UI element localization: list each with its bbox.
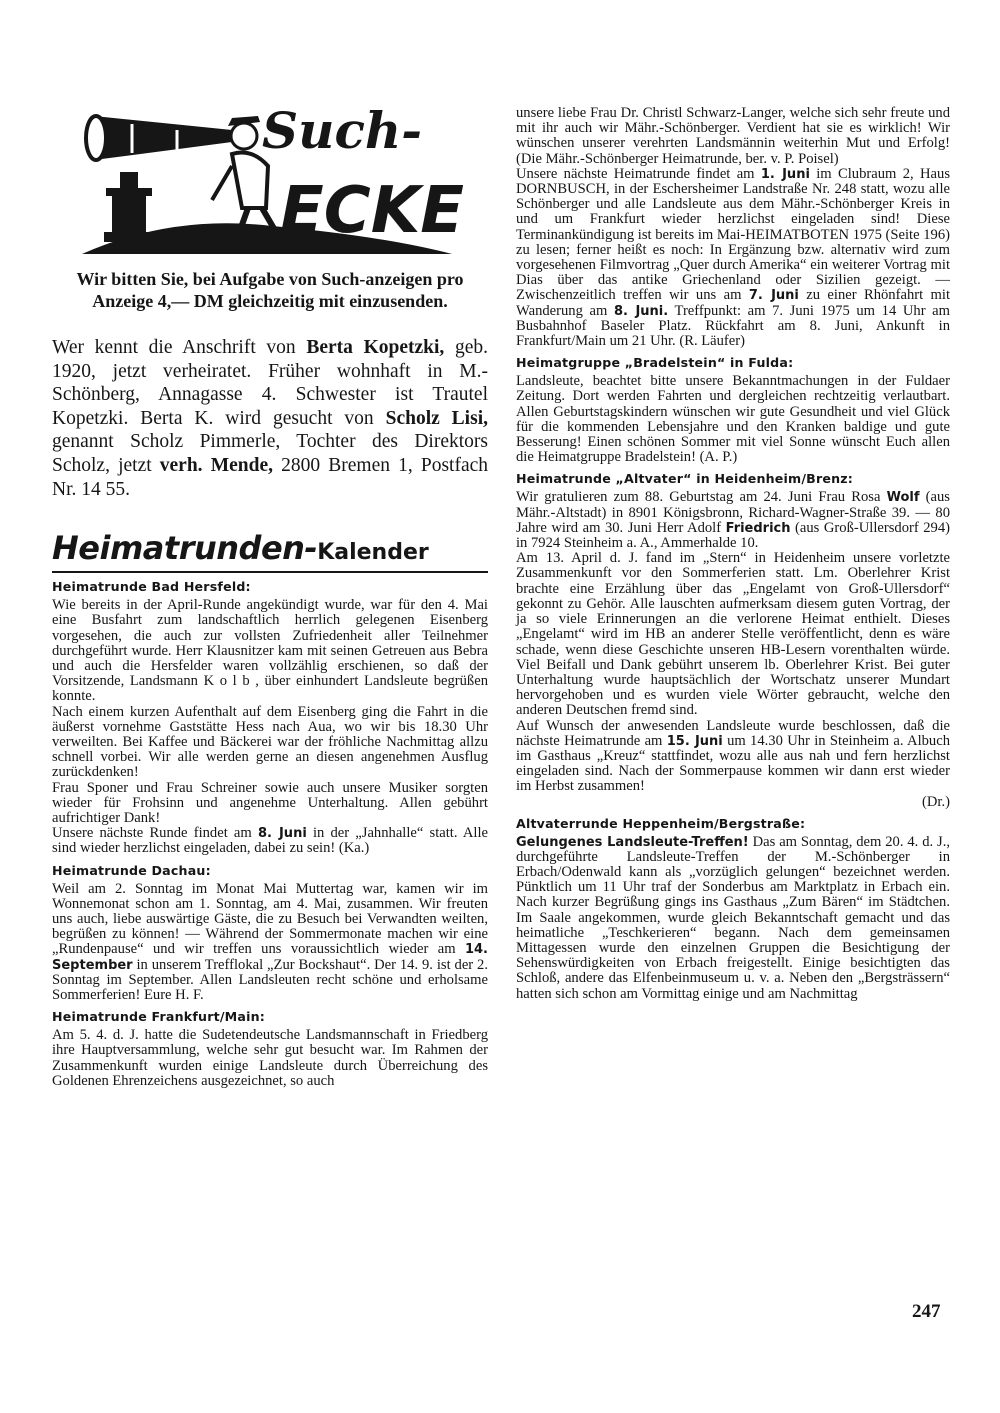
section-heading-bad-hersfeld: Heimatrunde Bad Hersfeld: [52,579,251,595]
paragraph: Wir gratulieren zum 88. Geburtstag am 24. Juni Frau Rosa Wolf (aus Mähr.-Altstadt) in 8901 Königsbronn, Richard-Wagner-Straße 39. — 80 Jahre wird am 30. Juni Herr Adolf Friedrich (aus Groß-Ullersdorf 294) in 7924 Steinheim a. A., Ammerhalde 10. [516,489,950,552]
paragraph: Weil am 2. Sonntag im Monat Mai Muttertag war, kamen wir im Wonnemonat schon am 1. Sonntag, am 4. Mai, zusammen. Wir freuten uns auch, liebe auswärtige Gäste, die zu Besuch bei Verwandten weilten, begrüßen zu können! — Während der Sommermonate machen wir eine „Rundenpause“ und wir treffen uns voraussichtlich wieder am 14. September in unserem Trefflokal „Zur Bockshaut“. Der 14. 9. ist der 2. Sonntag im September. Allen Landsleuten recht schöne und erholsame Sommerferien! Eure H. F. [52,880,488,1004]
logo-word-ecke: ECKE [280,174,464,248]
section-heading-frankfurt: Heimatrunde Frankfurt/Main: [52,1009,265,1025]
paragraph: Frau Sponer und Frau Schreiner sowie auch unsere Musiker sorgten wieder für Frohsinn und angenehme Unterhaltung. Allen gebührt aufrichtiger Dank! [52,779,488,826]
page-number: 247 [912,1301,941,1322]
paragraph: Gelungenes Landsleute-Treffen! Das am Sonntag, dem 20. 4. d. J., durchgeführte Landsleute-Treffen der M.-Schönberger in Erbach/Odenwald kann als „vorzüglich gelungen“ bezeichnet werden. Pünktlich um 11 Uhr traf der Sonderbus am Marktplatz in Erbach ein. Nach kurzer Begrüßung gings ins Gasthaus „Zum Bären“ im Städtchen. Im Saale angekommen, wurde gleich Bekanntschaft gemacht und das heimatliche „Teschkerieren“ begann. Nach dem gemeinsamen Mittagessen wurde den einzelnen Gruppen die Besichtigung der Sehenswürdigkeiten von Erbach freigestellt. Einige besichtigten das Schloß, andere das Elfenbeinmuseum u. v. a. Neben den „Bergsträssern“ hatten sich schon am Vormittag einige und am Nachmittag [516,833,951,1002]
search-ad-notice: Wir bitten Sie, bei Aufgabe von Such-anzeigen pro Anzeige 4,— DM gleichzeitig mit einzusenden. [76,269,464,311]
section-heading-dachau: Heimatrunde Dachau: [52,862,211,878]
left-column [52,96,488,1089]
section-heading-heppenheim: Altvaterrunde Heppenheim/Bergstraße: [516,815,806,831]
paragraph: Unsere nächste Runde findet am 8. Juni in der „Jahnhalle“ statt. Alle sind wieder herzlichst eingeladen, dabei zu sein! (Ka.) [52,825,488,857]
search-ad-text: Wer kennt die Anschrift von Berta Kopetzki, geb. 1920, jetzt verheiratet. Früher wohnhaft in M.-Schönberg, Annagasse 4. Schwester ist Trautel Kopetzki. Berta K. wird gesucht von Scholz Lisi, genannt Scholz Pimmerle, Tochter des Direktors Scholz, jetzt verh. Mende, 2800 Bremen 1, Postfach Nr. 14 55. [52,337,489,500]
kalender-heading: Heimatrunden-Kalender [52,529,488,573]
such-ecke-logo [52,96,488,256]
paragraph: Wie bereits in der April-Runde angekündigt wurde, war für den 4. Mai eine Busfahrt zum landschaftlich herrlich gelegenen Eisenberg vorgesehen, die auch zur vollsten Zufriedenheit aller Teilnehmer durchgeführt wurde. Herr Klausnitzer kam mit seinen Getreuen aus Bebra und auch die Hersfelder waren vollzählig erschienen, so daß der Vorsitzende, Landsmann K o l b , über einhundert Landsleute begrüßen konnte. [52,597,488,705]
logo-word-such: Such- [262,101,423,160]
paragraph: Auf Wunsch der anwesenden Landsleute wurde beschlossen, daß die nächste Heimatrunde am 15. Juni um 14.30 Uhr in Steinheim a. Albuch im Gasthaus „Kreuz“ stattfindet, wozu alle aus nah und fern herzlichst eingeladen sind. Nach der Sommerpause kommen wir dann erst wieder im Herbst zusammen! [516,717,950,795]
section-heading-heidenheim: Heimatrunde „Altvater“ in Heidenheim/Brenz: [516,471,854,487]
right-column [516,106,950,1002]
telescope-man-illustration [82,96,482,256]
paragraph: Unsere nächste Heimatrunde findet am 1. Juni im Clubraum 2, Haus DORNBUSCH, in der Eschersheimer Landstraße Nr. 248 statt, wozu alle Schönberger und alle Landsleute aus dem Mähr.-Schönberger Kreis in und um Frankfurt wieder herzlichst eingeladen sind! Diese Terminankündigung ist bereits im Mai-HEIMATBOTEN 1975 (Seite 196) zu lesen; ferner heißt es noch: In Ergänzung bzw. alternativ wird zum vorgesehenen Filmvortrag „Quer durch Amerika“ ein weiterer Vortrag mit Dias über das antike Griechenland oder Sizilien gezeigt. — Zwischenzeitlich treffen wir uns am 7. Juni zu einer Rhönfahrt mit Wanderung am 8. Juni. Treffpunkt: am 7. Juni 1975 um 14 Uhr am Busbahnhof Baseler Platz. Rückfahrt am 8. Juni, Ankunft in Frankfurt/Main um 21 Uhr. (R. Läufer) [516,165,951,350]
paragraph: Landsleute, beachtet bitte unsere Bekanntmachungen in der Fuldaer Zeitung. Dort werden Fahrten und dergleichen rechtzeitig verlautbart. Allen Geburtstagskindern wünschen wir gute Gesundheit und viel Glück für die kommenden Lebensjahre und den Kranken baldige und gute Besserung! Einen schönen Sommer mit viel Sonne wünscht Euch allen die Heimatgruppe Bradelstein! (A. P.) [516,373,950,466]
author-signature: (Dr.) [922,793,950,810]
paragraph: unsere liebe Frau Dr. Christl Schwarz-Langer, welche sich sehr freute und mit ihr auch wir Mähr.-Schönberger. Verdient hat sie es wirklich! Wir wünschen unserer verehrten Landsmännin weiterhin Mut und Erfolg! (Die Mähr.-Schönberger Heimatrunde, ber. v. P. Poisel) [516,105,950,167]
paragraph: Am 13. April d. J. fand im „Stern“ in Heidenheim unsere vorletzte Zusammenkunft vor den Sommerferien statt. Lm. Oberlehrer Krist brachte eine Erzählung über das „Engelamt von Groß-Ullersdorf“ gekonnt zu Gehör. Alle lauschten aufmerksam diesem guten Vortrag, der ja so viele Erinnerungen an die verlorene Heimat enthielt. Dieses „Engelamt“ wird im HB an anderer Stelle veröffentlicht, denn es wäre schade, wenn diese Geschichte unseren HB-Lesern vorenthalten würde. Viel Beifall und Dank gebührt unserem lb. Oberlehrer Krist. Bei guter Unterhaltung wurde hauptsächlich der Wortschatz unserer Mundart hervorgehoben und es wurden viele Wörter gebraucht, welche den anderen Deutschen fremd sind. [516,550,950,719]
paragraph: Am 5. 4. d. J. hatte die Sudetendeutsche Landsmannschaft in Friedberg ihre Hauptversammlung, welche sehr gut besucht war. Im Rahmen der Zusammenkunft wurden einige Landsleute durch Überreichung des Goldenen Ehrenzeichens ausgezeichnet, so auch [52,1027,488,1089]
paragraph: Nach einem kurzen Aufenthalt auf dem Eisenberg ging die Fahrt in die äußerst vornehme Gaststätte Hess nach Aua, wo wir bis 18.30 Uhr verweilten. Bei Kaffee und Bäckerei war der fröhliche Nachmittag allzu schnell vorbei. Wir alle werden gerne an diesen angenehmen Ausflug zurückdenken! [52,703,488,781]
section-heading-fulda: Heimatgruppe „Bradelstein“ in Fulda: [516,355,794,371]
